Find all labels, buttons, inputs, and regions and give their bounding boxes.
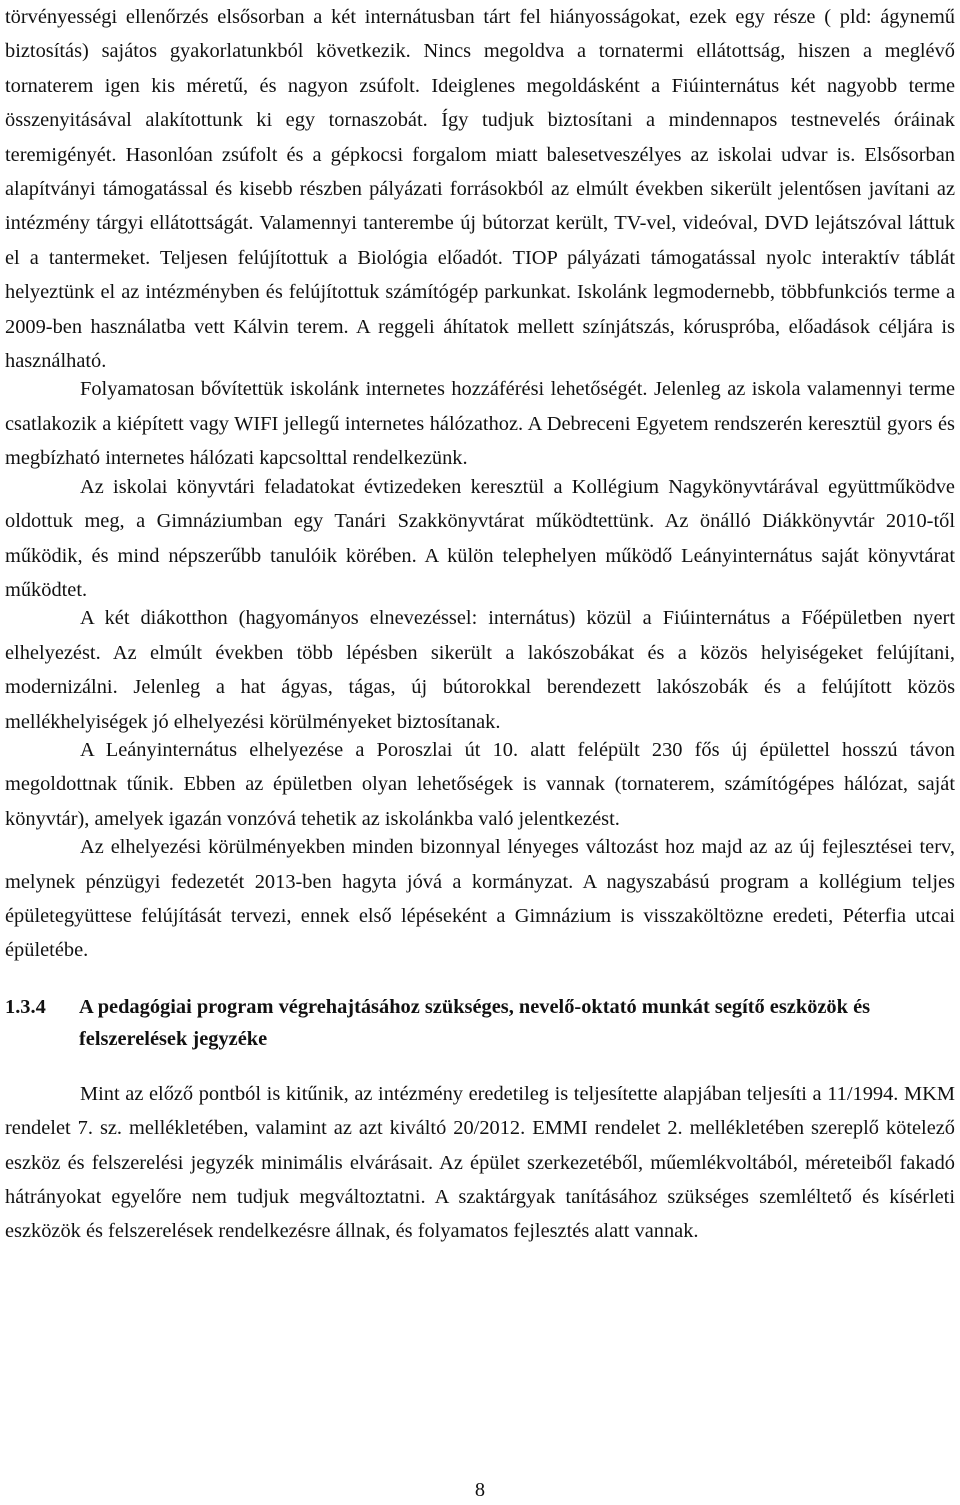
paragraph-equipment-list: Mint az előző pontból is kitűnik, az intézmény eredetileg is teljesítette alapjában teljesíti a 11/1994. MKM rendelet 7. sz. mellékletében, valamint az azt kiváltó 20/2012. EMMI rendelet 2. mellékletében szereplő kötelező eszköz és felszerelési jegyzék minimális elvárásait. Az épület szerkezetéből, műemlékvoltából, méreteiből fakadó hátrányokat egyelőre nem tudjuk megváltoztatni. A szaktárgyak tanításához szükséges szemléltető és kísérleti eszközök és felszerelések rendelkezésre állnak, és folyamatos fejlesztés alatt vannak. bbox=[5, 1082, 955, 1243]
section-heading bbox=[5, 991, 955, 1055]
page-number: 8 bbox=[474, 1479, 486, 1501]
document-page bbox=[5, 0, 955, 1249]
paragraph-boys-dormitory: A két diákotthon (hagyományos elnevezéssel: internátus) közül a Fiúinternátus a Főépületben nyert elhelyezést. Az elmúlt években több lépésben sikerült a lakószobákat és a közös helyiségeket felújítani, modernizálni. Jelenleg a hat ágyas, tágas, új bútorokkal berendezett lakószobák és a felújított közös mellékhelyiségek jó elhelyezési körülményeket biztosítanak. bbox=[5, 607, 955, 733]
paragraph-development-plan: Az elhelyezési körülményekben minden bizonnyal lényeges változást hoz majd az az új fejlesztései terv, melynek pénzügyi fedezetét 2013-ben hagyta jóvá a kormányzat. A nagyszabású program a kollégium teljes épületegyüttese felújítását tervezi, ennek első lépéseként a Gimnázium is visszaköltözne eredeti, Péterfia utcai épületébe. bbox=[5, 836, 955, 962]
section-number: 1.3.4 bbox=[5, 995, 46, 1018]
section-title: A pedagógiai program végrehajtásához szükséges, nevelő-oktató munkát segítő eszközök és felszerelések jegyzéke bbox=[79, 995, 871, 1050]
paragraph-library: Az iskolai könyvtári feladatokat évtizedeken keresztül a Kollégium Nagykönyvtárával együttműködve oldottuk meg, a Gimnáziumban egy Tanári Szakkönyvtárat működtettünk. Az önálló Diákkönyvtár 2010-től működik, és mind népszerűbb tanulóik körében. A külön telephelyen működő Leányinternátus saját könyvtárat működtet. bbox=[5, 475, 955, 601]
paragraph-internet-access: Folyamatosan bővítettük iskolánk internetes hozzáférési lehetőségét. Jelenleg az iskola valamennyi terme csatlakozik a kiépített vagy WIFI jellegű internetes hálózathoz. A Debreceni Egyetem rendszerén keresztül gyors és megbízható internetes hálózati kapcsolttal rendelkezünk. bbox=[5, 378, 955, 470]
paragraph-girls-dormitory: A Leányinternátus elhelyezése a Poroszlai út 10. alatt felépült 230 fős új épülettel hosszú távon megoldottnak tűnik. Ebben az épületben olyan lehetőségek is vannak (tornaterem, számítógépes hálózat, saját könyvtár), amelyek igazán vonzóvá tehetik az iskolánkba való jelentkezést. bbox=[5, 738, 955, 830]
paragraph-facilities: törvényességi ellenőrzés elsősorban a két internátusban tárt fel hiányosságokat, ezek egy része ( pld: ágynemű biztosítás) sajátos gyakorlatunkból következik. Nincs megoldva a tornatermi ellátottság, hiszen a meglévő tornaterem igen kis méretű, és nagyon zsúfolt. Ideiglenes megoldásként a Fiúinternátus két nagyobb terme összenyitásával alakítottunk ki egy tornaszobát. Így tudjuk biztosítani a mindennapos testnevelés óráinak teremigényét. Hasonlóan zsúfolt és a gépkocsi forgalom miatt balesetveszélyes az iskolai udvar is. Elsősorban alapítványi támogatással és kisebb részben pályázati forrásokból az elmúlt években sikerült jelentősen javítani az intézmény tárgyi ellátottságát. Valamennyi tanterembe új bútorzat került, TV-vel, videóval, DVD lejátszóval láttuk el a tantermeket. Teljesen felújítottuk a Biológia előadót. TIOP pályázati támogatással nyolc interaktív táblát helyeztünk el az intézményben és felújítottuk számítógép parkunkat. Iskolánk legmodernebb, többfunkciós terme a 2009-ben használatba vett Kálvin terem. A reggeli áhítatok mellett színjátszás, kóruspróba, előadások céljára is használható. bbox=[5, 6, 955, 373]
